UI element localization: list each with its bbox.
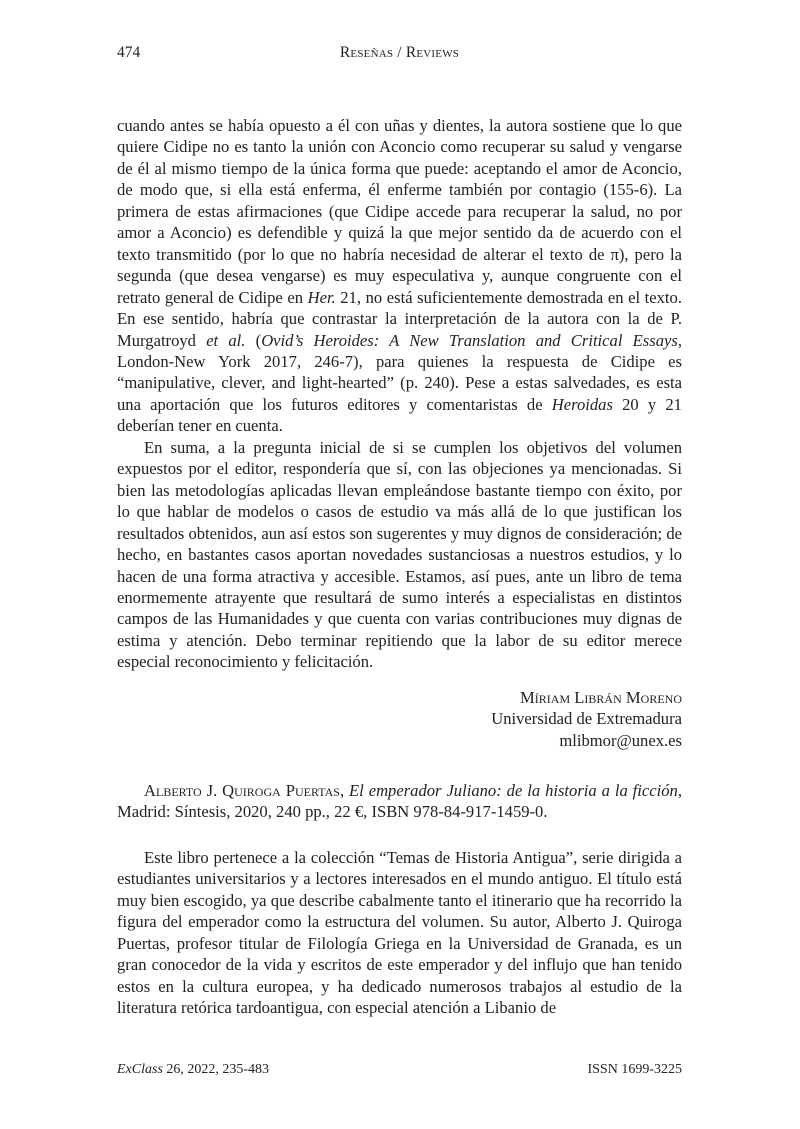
review-1-paragraph-2: En suma, a la pregunta inicial de si se cumplen los objetivos del volumen expuestos por el editor, respondería que sí, con las objeciones ya mencionadas. Si bien las metodologías aplicadas llevan empleándose bastante tiempo con éxito, por lo que hablar de modelos o casos de estudio va más allá de lo que justifican los resultados obtenidos, aun así estos son sugerentes y muy dignos de consideración; de hecho, en bastantes casos aportan novedades sustanciosas a nuestros estudios, y lo hacen de una forma atractiva y accesible. Estamos, así pues, ante un libro de tema enormemente atrayente que resultará de sumo interés a especialistas en distintos campos de las Humanidades y que cuenta con varias contribuciones muy dignas de estima y atención. Debo terminar repitiendo que la labor de su editor merece especial reconocimiento y felicitación. [117, 437, 682, 672]
book-title: El emperador Juliano: de la historia a la ficción [349, 781, 678, 800]
review-1-body [117, 115, 682, 673]
text-run: 20 y 21 deberían tener en cuenta. [117, 394, 682, 436]
text-run: ( [245, 330, 262, 350]
page-number: 474 [117, 44, 141, 61]
book-citation [117, 780, 682, 823]
book-details: , Madrid: Síntesis, 2020, 240 pp., 22 €, ISBN 978-84-917-1459-0. [117, 781, 682, 822]
running-header [117, 44, 682, 66]
italic-et-al: et al. [206, 330, 246, 350]
italic-abbreviation: Her. [307, 287, 336, 307]
section-title: Reseñas / Reviews [339, 44, 460, 61]
reviewer-institution: Universidad de Extremadura [491, 709, 682, 729]
issn: ISSN 1699-3225 [587, 1062, 682, 1077]
review-1-paragraph-1 [117, 115, 682, 437]
reviewer-email: mlibmor@unex.es [559, 730, 682, 750]
text-run: , [339, 781, 350, 800]
italic-book-title: Ovid’s Heroides: A New Translation and Critical Essays [261, 330, 678, 350]
book-author: Alberto J. Quiroga Puertas [144, 781, 340, 800]
reviewer-name: Míriam Librán Moreno [520, 688, 682, 707]
review-2-body [117, 847, 682, 1019]
journal-volume: 26, 2022, 235-483 [162, 1062, 270, 1077]
text-run: , London-New York 2017, 246-7), para quienes la respuesta de Cidipe es “manipulative, clever, and light-hearted” (p. 240). Pese a estas salvedades, es esta una aportación que los futuros editores y comentaristas de [117, 330, 682, 414]
journal-reference [117, 1062, 269, 1078]
italic-work-title: Heroidas [551, 394, 613, 414]
text-run: cuando antes se había opuesto a él con uñas y dientes, la autora sostiene que lo que quiere Cidipe no es tanto la unión con Aconcio como recuperar su salud y vengarse de él al mismo tiempo de la única forma que puede: aceptando el amor de Aconcio, de modo que, si ella está enferma, él enferme también por contagio (155-6). La primera de estas afirmaciones (que Cidipe accede para recuperar la salud, no por amor a Aconcio) es defendible y quizá la que mejor sentido da de acuerdo con el texto transmitido (por lo que no habría necesidad de alterar el texto de π), pero la segunda (que desea vengarse) es muy especulativa y, aunque congruente con el retrato general de Cidipe en [117, 116, 682, 307]
text-run: 21, no está suficientemente demostrada en el texto. En ese sentido, habría que contrastar la interpretación de la autora con la de P. Murgatroyd [117, 287, 682, 350]
review-2-citation [117, 780, 682, 823]
review-2-paragraph-1: Este libro pertenece a la colección “Temas de Historia Antigua”, serie dirigida a estudiantes universitarios y a lectores interesados en el mundo antiguo. El título está muy bien escogido, ya que describe cabalmente tanto el itinerario que ha recorrido la figura del emperador como la estructura del volumen. Su autor, Alberto J. Quiroga Puertas, profesor titular de Filología Griega en la Universidad de Granada, es un gran conocedor de la vida y escritos de este emperador y del influjo que han tenido estos en la cultura europea, y ha dedicado numerosos trabajos al estudio de la literatura retórica tardoantigua, con especial atención a Libanio de [117, 848, 682, 1018]
journal-name: ExClass [117, 1062, 163, 1077]
reviewer-signature [117, 687, 682, 751]
